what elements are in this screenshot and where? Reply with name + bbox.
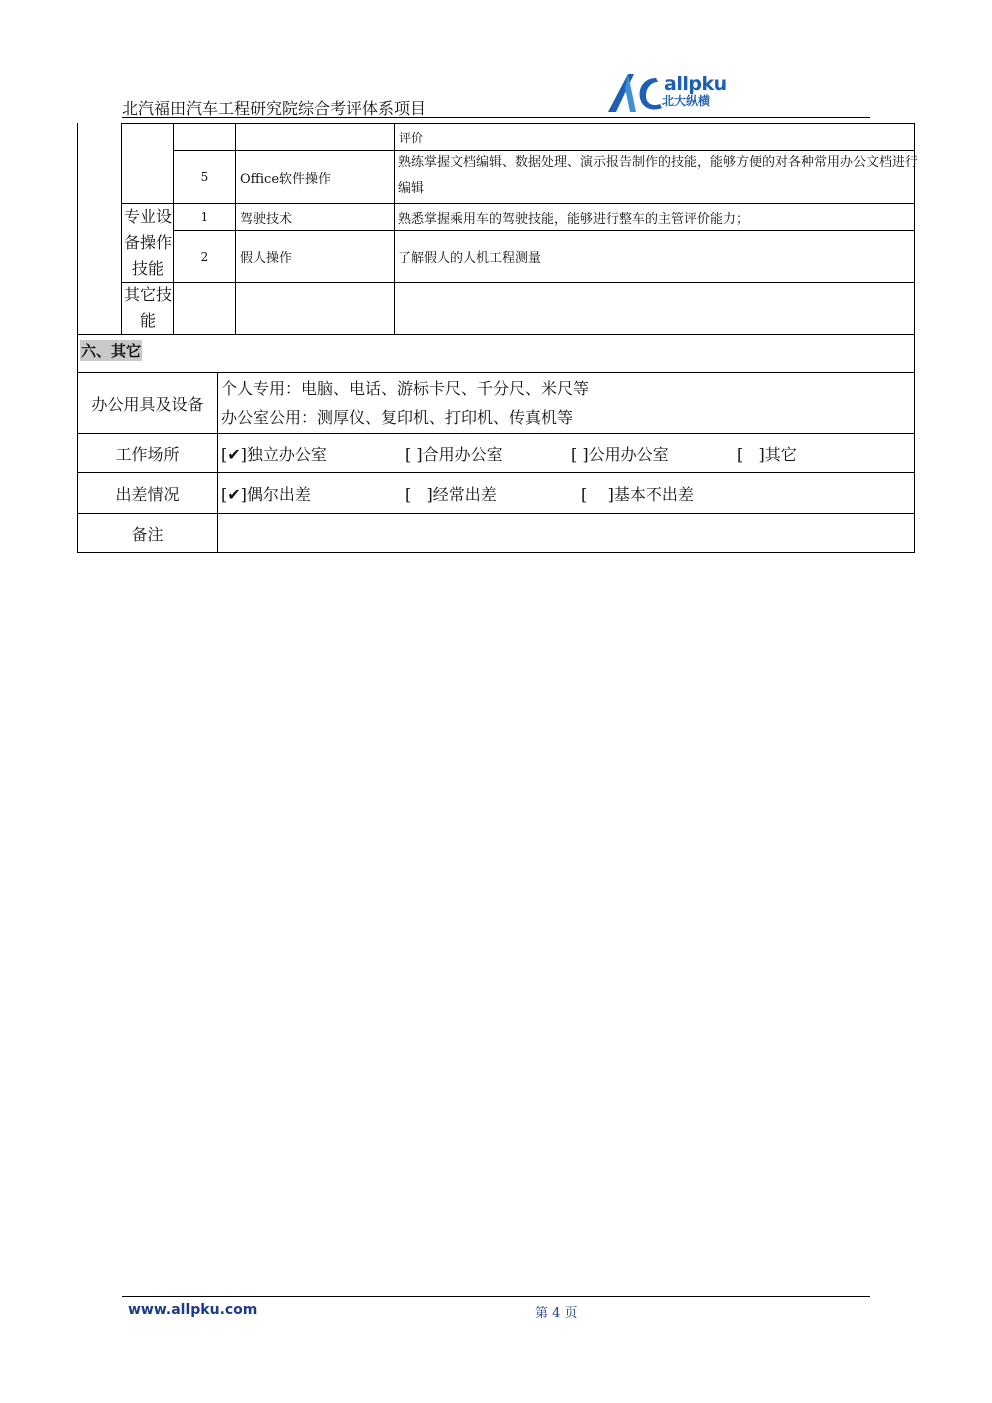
notes-value[interactable] — [218, 514, 915, 553]
other-info-table — [77, 372, 915, 553]
travel-label: 出差情况 — [78, 473, 218, 514]
skill-eval-continuation: 评价 — [399, 130, 424, 145]
section-six-title: 六、其它 — [81, 342, 142, 360]
logo-text-cn: 北大纵横 — [662, 94, 711, 108]
logo-text-en: allpku — [664, 73, 727, 95]
driving-skill-description: 熟悉掌握乘用车的驾驶技能，能够进行整车的主管评价能力； — [398, 211, 750, 227]
document-header-title: 北汽福田汽车工程研究院综合考评体系项目 — [122, 99, 427, 118]
travel-option-occasional[interactable]: [✔]偶尔出差 — [221, 484, 311, 504]
workplace-options — [218, 434, 915, 473]
table-row — [78, 434, 915, 473]
equipment-label: 办公用具及设备 — [78, 373, 218, 434]
dummy-skill-number: 2 — [200, 249, 209, 264]
travel-options — [218, 473, 915, 514]
footer-page-number: 第 4 页 — [535, 1306, 578, 1321]
equipment-skill-category: 专业设备操作技能 — [123, 206, 172, 278]
workplace-option-other[interactable]: [ ]其它 — [737, 444, 797, 464]
footer-divider — [122, 1296, 870, 1297]
header-divider — [122, 117, 870, 118]
office-skill-number: 5 — [200, 170, 209, 184]
driving-skill-name: 驾驶技术 — [240, 211, 293, 227]
table-row — [78, 514, 915, 553]
workplace-option-private-office[interactable]: [✔]独立办公室 — [221, 444, 327, 464]
skills-table — [77, 123, 919, 335]
equipment-personal-line: 个人专用：电脑、电话、游标卡尺、千分尺、米尺等 — [221, 379, 590, 398]
workplace-option-public-office[interactable]: [ ]公用办公室 — [571, 444, 669, 464]
equipment-value — [218, 373, 915, 434]
other-skill-category: 其它技能 — [123, 285, 172, 330]
travel-option-frequent[interactable]: [ ]经常出差 — [405, 484, 497, 504]
section-six-header — [77, 335, 915, 372]
workplace-label: 工作场所 — [78, 434, 218, 473]
driving-skill-number: 1 — [200, 210, 209, 224]
footer-website-link[interactable]: www.allpku.com — [128, 1302, 258, 1318]
travel-option-none[interactable]: [ ]基本不出差 — [581, 484, 694, 504]
notes-label: 备注 — [78, 514, 218, 553]
office-skill-description: 熟练掌握文档编辑、数据处理、演示报告制作的技能，能够方便的对各种常用办公文档进行编辑 — [398, 155, 919, 196]
workplace-option-shared-office[interactable]: [ ]合用办公室 — [405, 444, 503, 464]
allpku-logo — [606, 70, 726, 114]
dummy-skill-description: 了解假人的人机工程测量 — [398, 251, 542, 266]
office-skill-name: Office软件操作 — [240, 171, 332, 187]
equipment-shared-line: 办公室公用：测厚仪、复印机、打印机、传真机等 — [221, 408, 574, 427]
table-row — [78, 473, 915, 514]
logo-mark-icon — [606, 70, 666, 114]
dummy-skill-name: 假人操作 — [240, 251, 293, 266]
table-row — [78, 373, 915, 434]
